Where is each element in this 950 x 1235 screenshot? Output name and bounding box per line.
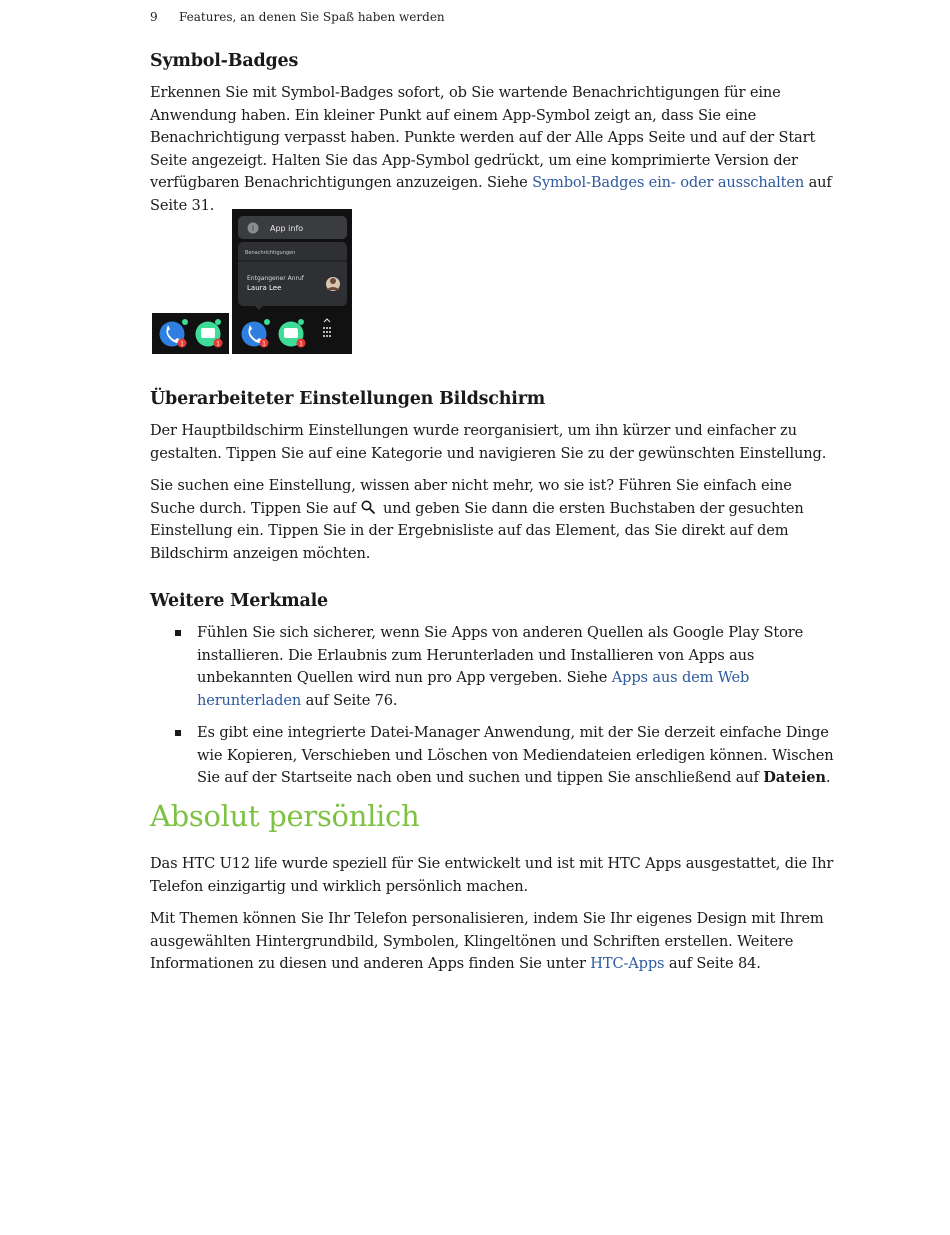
settings-paragraph-1: Der Hauptbildschirm Einstellungen wurde reorganisiert, um ihn kürzer und einfacher zu gestalten. Tippen Sie auf eine Kategorie und navigieren Sie zu der gewünschten Einstellung.	[150, 422, 827, 462]
apps-from-web-link[interactable]: Apps aus dem Web herunterladen	[197, 669, 750, 709]
paragraph-text: auf Seite 31.	[150, 174, 832, 214]
more-features-heading: Weitere Merkmale	[150, 591, 328, 611]
page-number: 9	[150, 10, 158, 24]
symbol-badges-heading: Symbol-Badges	[150, 51, 299, 71]
personal-paragraph-1: Das HTC U12 life wurde speziell für Sie entwickelt und ist mit HTC Apps ausgestattet, die Ihr Telefon einzigartig und wirklich persönlich machen.	[150, 855, 834, 895]
svg-text:1: 1	[299, 340, 303, 348]
settings-screen-heading: Überarbeiteter Einstellungen Bildschirm	[150, 389, 546, 409]
search-icon	[360, 499, 378, 515]
files-app-name: Dateien	[763, 769, 826, 786]
svg-text:1: 1	[262, 340, 266, 348]
list-item-text: Fühlen Sie sich sicherer, wenn Sie Apps von anderen Quellen als Google Play Store installieren. Die Erlaubnis zum Herunterladen und Installieren von Apps aus unbekannten Quellen wird nun pro App vergeben. Siehe	[197, 624, 804, 686]
symbol-badges-link[interactable]: Symbol-Badges ein- oder ausschalten	[532, 174, 805, 191]
list-item-text: Es gibt eine integrierte Datei-Manager Anwendung, mit der Sie derzeit einfache Dinge wie Kopieren, Verschieben und Löschen von Mediendateien erledigen können. Wischen Sie auf der Startseite nach oben und suchen und tippen Sie anschließend auf	[197, 724, 834, 786]
paragraph-text: auf Seite 84.	[664, 955, 761, 972]
bullet-square-icon	[175, 730, 181, 736]
running-header	[150, 9, 445, 25]
notification-title-label: Entgangener Anruf	[247, 275, 304, 282]
list-item-text: .	[825, 769, 831, 786]
paragraph-text: Mit Themen können Sie Ihr Telefon personalisieren, indem Sie Ihr eigenes Design mit Ihrem ausgewählten Hintergrundbild, Symbolen, Klingeltönen und Schriften erstellen. Weitere Informationen zu diesen und anderen Apps finden Sie unter	[150, 910, 824, 972]
app-info-label: App info	[270, 224, 304, 233]
svg-text:1: 1	[180, 340, 184, 348]
list-item-text: auf Seite 76.	[301, 691, 398, 709]
personal-paragraph-2	[150, 908, 840, 976]
paragraph-text: Sie suchen eine Einstellung, wissen aber nicht mehr, wo sie ist? Führen Sie einfach eine Suche durch. Tippen Sie auf	[150, 477, 792, 517]
symbol-badges-paragraph	[150, 82, 840, 217]
htc-apps-link[interactable]: HTC-Apps	[590, 955, 665, 972]
settings-paragraph-2	[150, 475, 840, 565]
list-item	[150, 722, 840, 790]
paragraph-text: Erkennen Sie mit Symbol-Badges sofort, ob Sie wartende Benachrichtigungen für eine Anwendung haben. Ein kleiner Punkt auf einem App-Symbol zeigt an, dass Sie eine Benachrichtigung verpasst haben. Punkte werden auf der Alle Apps Seite und auf der Start Seite angezeigt. Halten Sie das App-Symbol gedrückt, um eine komprimierte Version der verfügbaren Benachrichtigungen anzuzeigen. Siehe	[150, 84, 816, 191]
absolut-personlich-heading: Absolut persönlich	[150, 799, 420, 833]
svg-text:i: i	[252, 224, 254, 233]
bullet-square-icon	[175, 630, 181, 636]
symbol-badges-figure	[152, 209, 352, 354]
chapter-title-header: Features, an denen Sie Spaß haben werden	[179, 10, 445, 24]
list-item	[150, 622, 840, 712]
features-list	[150, 622, 840, 800]
notification-name-label: Laura Lee	[247, 284, 282, 292]
notifications-header-label: Benachrichtigungen	[245, 250, 296, 256]
paragraph-text: und geben Sie dann die ersten Buchstaben der gesuchten Einstellung ein. Tippen Sie in der Ergebnisliste auf das Element, das Sie direkt auf dem Bildschirm anzeigen möchten.	[150, 499, 804, 562]
svg-text:1: 1	[216, 340, 220, 348]
